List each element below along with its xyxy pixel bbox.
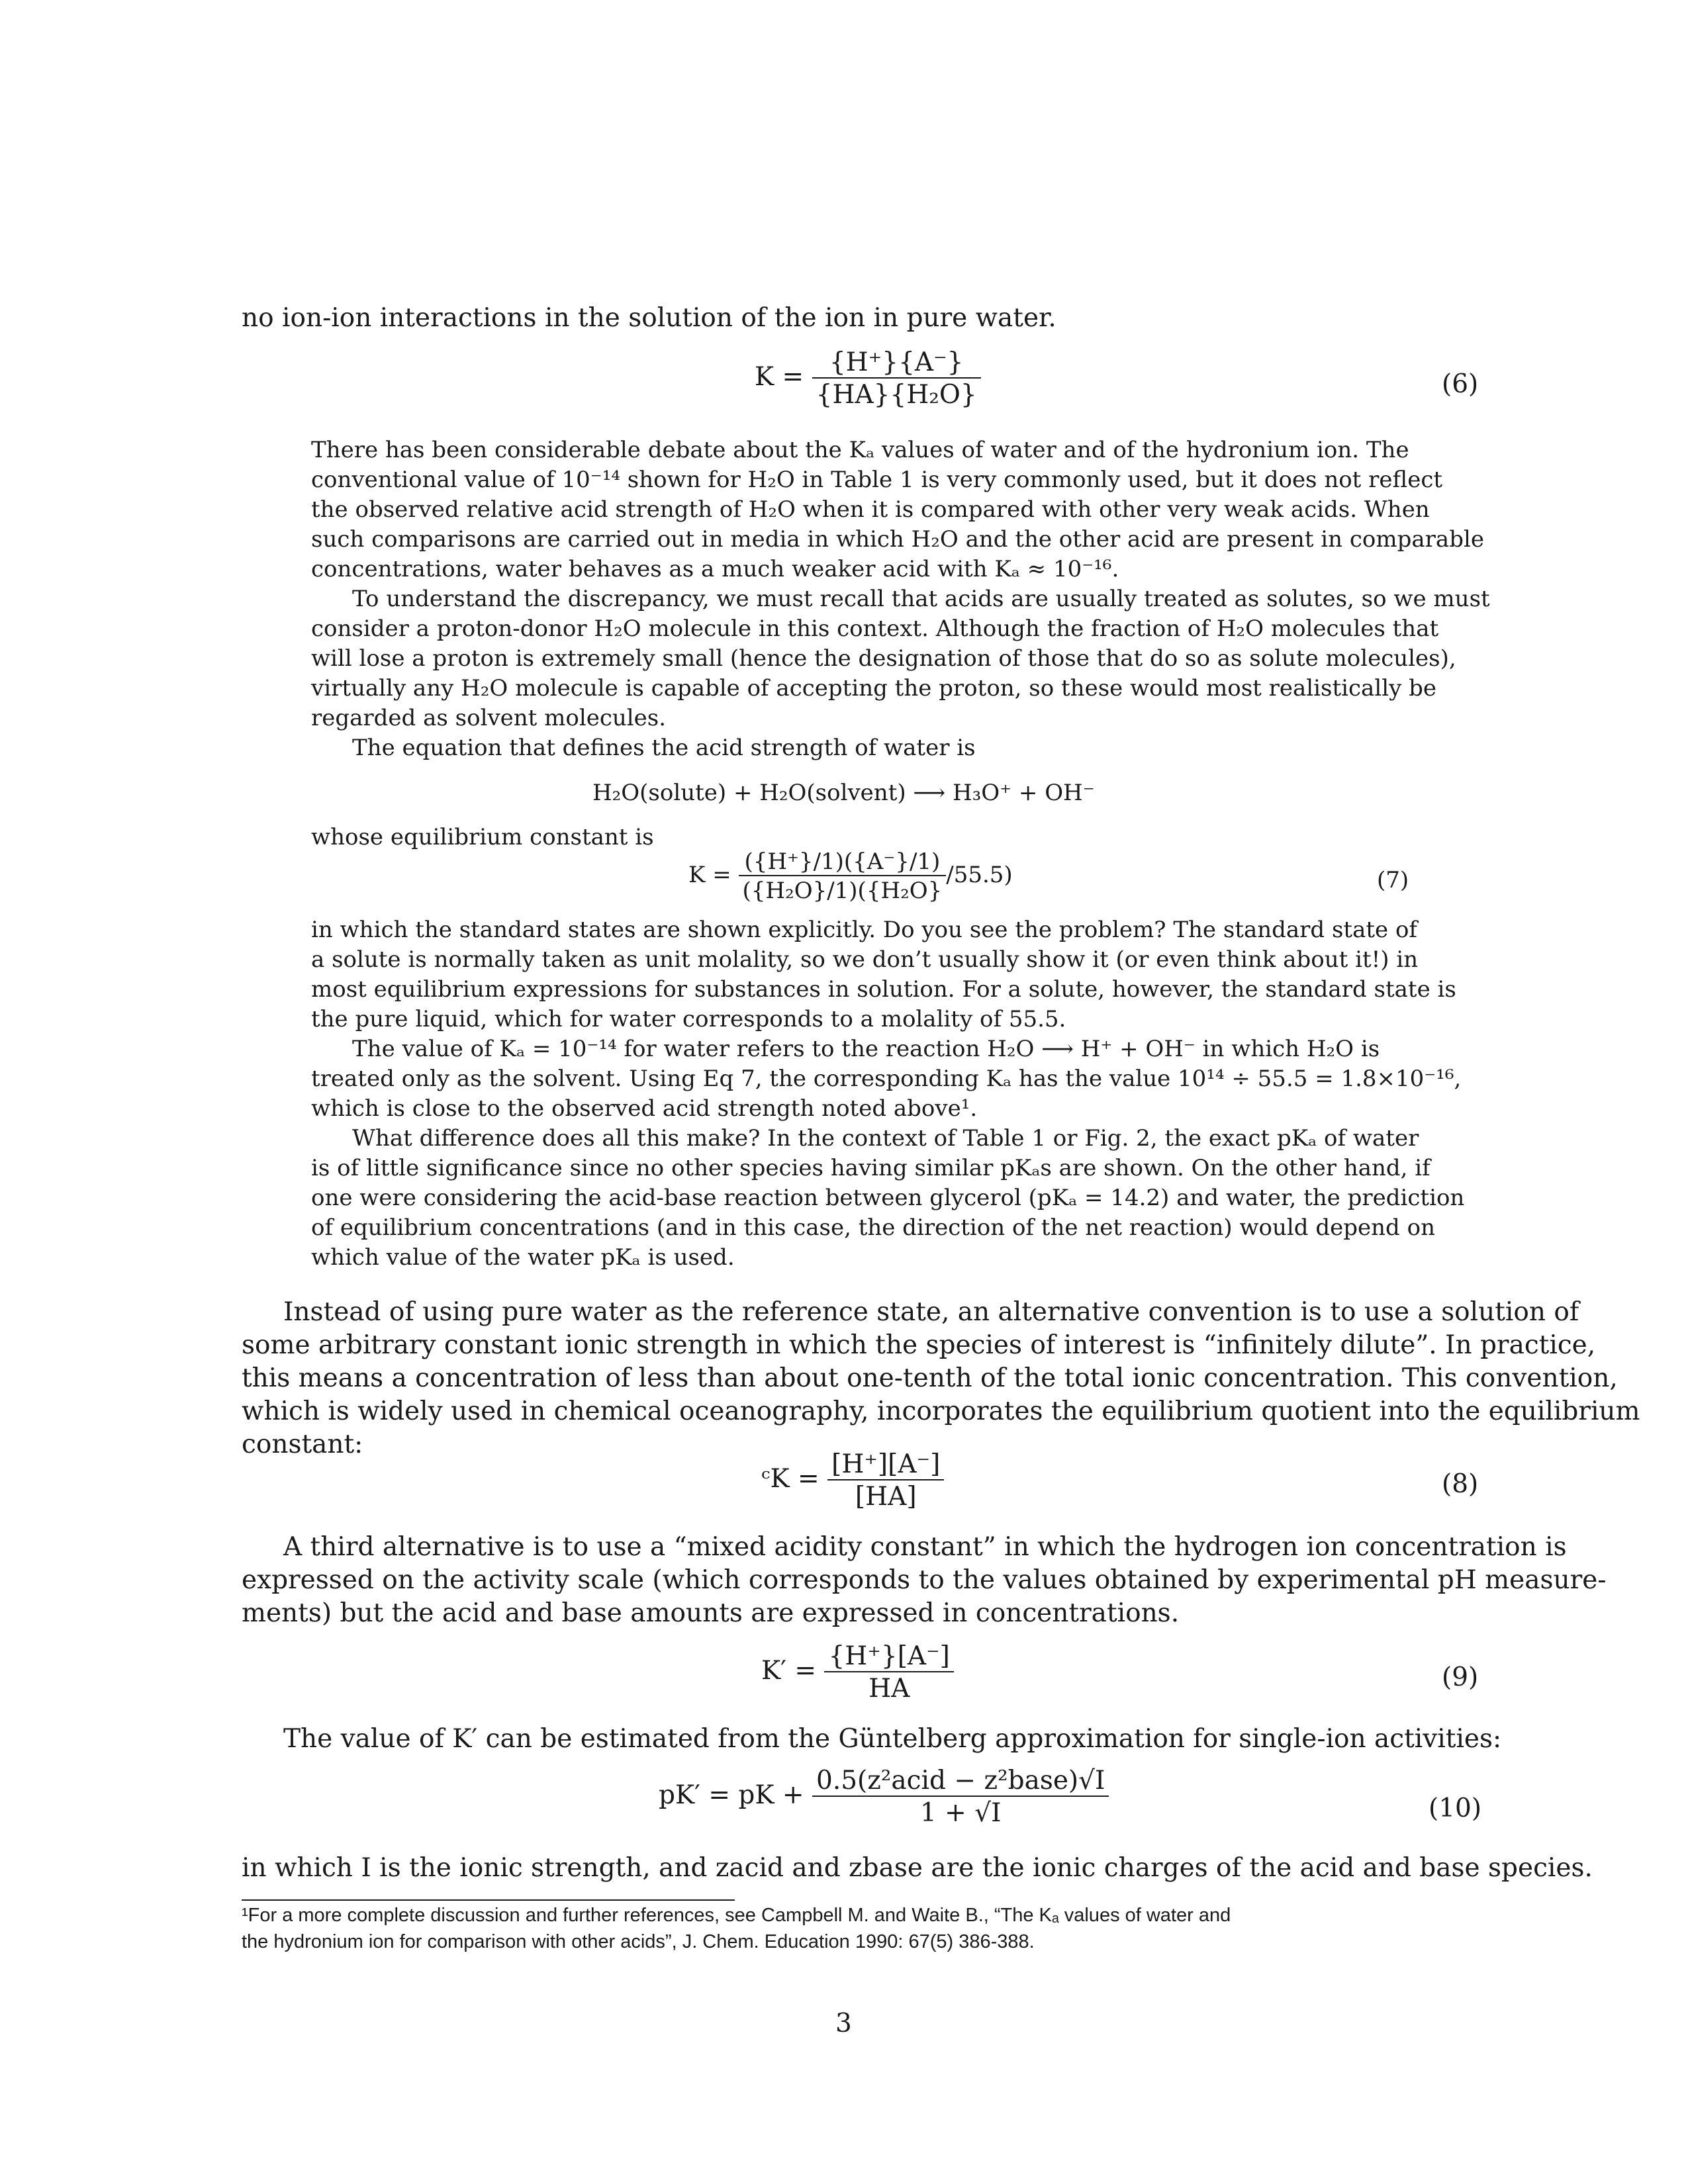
box-p1-line-2: conventional value of 10⁻¹⁴ shown for H₂O in Table 1 is very commonly used, but it does not reflect: [311, 467, 1443, 493]
page-number: 3: [835, 2009, 852, 2038]
main-p7-line-2: some arbitrary constant ionic strength in which the species of interest is “infinitely dilute”. In practice,: [242, 1330, 1596, 1360]
eq9-numerator: {H⁺}[A⁻]: [828, 1641, 950, 1671]
eq7-numerator: ({H⁺}/1)({A⁻}/1): [744, 848, 941, 875]
box-p5-line-3: which is close to the observed acid strength noted above¹.: [311, 1095, 978, 1122]
equation-9: [761, 1641, 954, 1704]
eq6-lhs: K =: [755, 362, 804, 392]
box-p6-line-4: of equilibrium concentrations (and in this case, the direction of the net reaction) would depend on: [311, 1214, 1435, 1241]
eq10-label: (10): [1429, 1794, 1482, 1823]
box-p4-line-2: a solute is normally taken as unit molality, so we don’t usually show it (or even think about it!) in: [311, 946, 1419, 973]
eq7-denominator: ({H₂O}/1)({H₂O}: [739, 875, 947, 904]
eq7-tail: /55.5): [946, 862, 1013, 888]
equation-6: [755, 347, 981, 410]
equation-7: [688, 848, 1013, 904]
eq7-label: (7): [1377, 867, 1409, 893]
footnote-line-1: ¹For a more complete discussion and further references, see Campbell M. and Waite B., “The Kₐ values of water and: [242, 1905, 1231, 1926]
box-p3: The equation that defines the acid strength of water is: [352, 735, 976, 761]
main-p7-line-3: this means a concentration of less than about one-tenth of the total ionic concentration. This convention,: [242, 1363, 1618, 1393]
eq6-label: (6): [1442, 369, 1479, 399]
eq9-lhs: K′ =: [761, 1656, 817, 1686]
box-p2-line-1: To understand the discrepancy, we must recall that acids are usually treated as solutes, so we must: [352, 586, 1490, 612]
box-p6-line-5: which value of the water pKₐ is used.: [311, 1244, 735, 1271]
main-p7-line-5: constant:: [242, 1430, 363, 1459]
box-p1-line-1: There has been considerable debate about the Kₐ values of water and of the hydronium ion. The: [311, 437, 1409, 463]
box-p2-line-5: regarded as solvent molecules.: [311, 705, 667, 731]
eq9-fraction: [824, 1641, 953, 1704]
box-p1-line-5: concentrations, water behaves as a much weaker acid with Kₐ ≈ 10⁻¹⁶.: [311, 556, 1119, 582]
whose-line: whose equilibrium constant is: [311, 824, 654, 850]
eq9-denominator: HA: [824, 1671, 953, 1704]
box-p2-line-4: virtually any H₂O molecule is capable of accepting the proton, so these would most realistically be: [311, 675, 1436, 702]
box-p6-line-1: What difference does all this make? In the context of Table 1 or Fig. 2, the exact pKₐ of water: [352, 1125, 1419, 1152]
eq7-lhs: K =: [688, 862, 731, 888]
eq6-fraction: [812, 347, 981, 410]
main-p8-line-1: A third alternative is to use a “mixed acidity constant” in which the hydrogen ion concentration is: [283, 1532, 1567, 1562]
main-p9: The value of K′ can be estimated from the Güntelberg approximation for single-ion activities:: [283, 1724, 1502, 1754]
eq8-lhs: ᶜK =: [761, 1464, 820, 1494]
equation-10: [659, 1766, 1109, 1828]
box-p2-line-2: consider a proton-donor H₂O molecule in this context. Although the fraction of H₂O molecules that: [311, 615, 1439, 642]
eq8-denominator: [HA]: [827, 1479, 944, 1512]
footnote-line-2: the hydronium ion for comparison with other acids”, J. Chem. Education 1990: 67(5) 386-388.: [242, 1931, 1035, 1952]
eq10-numerator: 0.5(z²acid − z²base)√I: [816, 1766, 1105, 1796]
equation-8: [761, 1449, 944, 1512]
box-p6-line-2: is of little significance since no other species having similar pKₐs are shown. On the other hand, if: [311, 1155, 1430, 1181]
box-p1-line-3: the observed relative acid strength of H₂O when it is compared with other very weak acids. When: [311, 496, 1430, 523]
eq10-lhs: pK′ = pK +: [659, 1780, 804, 1810]
box-p5-line-2: treated only as the solvent. Using Eq 7, the corresponding Kₐ has the value 10¹⁴ ÷ 55.5 = 1.8×10⁻¹⁶,: [311, 1066, 1462, 1092]
intro-line: no ion-ion interactions in the solution of the ion in pure water.: [242, 303, 1056, 333]
box-p4-line-3: most equilibrium expressions for substances in solution. For a solute, however, the standard state is: [311, 976, 1456, 1003]
eq6-denominator: {HA}{H₂O}: [812, 377, 981, 410]
eq10-denominator: 1 + √I: [812, 1796, 1109, 1828]
main-p8-line-3: ments) but the acid and base amounts are expressed in concentrations.: [242, 1598, 1180, 1628]
box-p6-line-3: one were considering the acid-base reaction between glycerol (pKₐ = 14.2) and water, the prediction: [311, 1185, 1465, 1211]
box-p5-line-1: The value of Kₐ = 10⁻¹⁴ for water refers to the reaction H₂O ⟶ H⁺ + OH⁻ in which H₂O is: [352, 1036, 1380, 1062]
main-p10: in which I is the ionic strength, and zacid and zbase are the ionic charges of the acid and base species.: [242, 1853, 1593, 1883]
eq7-fraction: [739, 848, 947, 904]
main-p7-line-4: which is widely used in chemical oceanography, incorporates the equilibrium quotient into the equilibrium: [242, 1396, 1640, 1426]
reaction-equation: H₂O(solute) + H₂O(solvent) ⟶ H₃O⁺ + OH⁻: [592, 780, 1095, 806]
eq8-fraction: [827, 1449, 944, 1512]
eq8-label: (8): [1442, 1469, 1479, 1499]
box-p4-line-1: in which the standard states are shown explicitly. Do you see the problem? The standard state of: [311, 917, 1417, 943]
box-p4-line-4: the pure liquid, which for water corresponds to a molality of 55.5.: [311, 1006, 1066, 1032]
eq9-label: (9): [1442, 1662, 1479, 1692]
eq10-fraction: [812, 1766, 1109, 1828]
box-p1-line-4: such comparisons are carried out in media in which H₂O and the other acid are present in comparable: [311, 526, 1484, 553]
eq8-numerator: [H⁺][A⁻]: [831, 1449, 941, 1479]
main-p8-line-2: expressed on the activity scale (which corresponds to the values obtained by experimental pH measure-: [242, 1565, 1607, 1595]
box-p2-line-3: will lose a proton is extremely small (hence the designation of those that do so as solute molecules),: [311, 645, 1456, 672]
main-p7-line-1: Instead of using pure water as the reference state, an alternative convention is to use a solution of: [283, 1297, 1579, 1327]
eq6-numerator: {H⁺}{A⁻}: [829, 347, 964, 377]
footnote-rule: [242, 1899, 735, 1901]
